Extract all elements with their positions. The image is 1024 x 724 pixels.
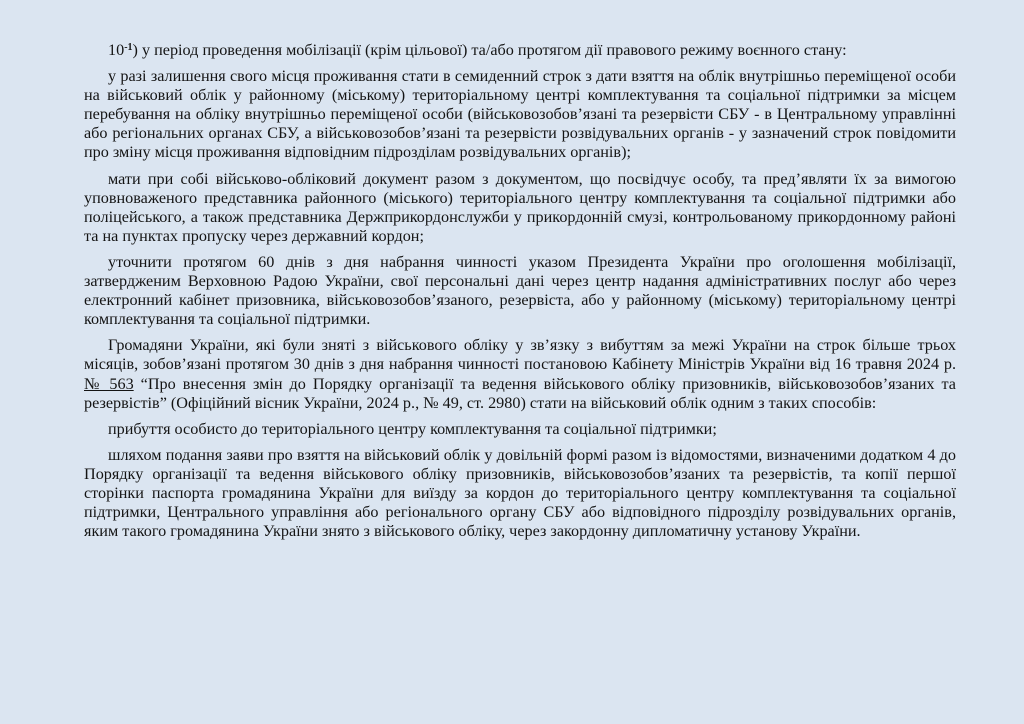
paragraph-citizens <box>84 336 956 412</box>
clause-number: 10 <box>108 41 125 59</box>
resolution-link[interactable]: № 563 <box>84 374 134 393</box>
paragraph-documents: мати при собі військово-обліковий документ разом з документом, що посвідчує особу, та пред’являти їх за вимогою уповноваженого представника районного (міського) територіального центру комплектування та соціальної підтримки або поліцейського, а також представника Держприкордонслужби у прикордонній смузі, контрольованому прикордонному районі та на пунктах пропуску через державний кордон; <box>84 169 956 245</box>
citizens-text-before: Громадяни України, які були зняті з військового обліку у зв’язку з вибуттям за межі України на строк більше трьох місяців, зобов’язані протягом 30 днів з дня набрання чинності постановою Кабінету Міністрів України від 16 травня 2024 р. <box>84 336 956 374</box>
method-application: шляхом подання заяви про взяття на військовий облік у довільній формі разом із відомостями, визначеними додатком 4 до Порядку організації та ведення військового обліку призовників, військовозобов’язаних та резервістів, та копії першої сторінки паспорта громадянина України для виїзду за кордон до територіального центру комплектування та соціальної підтримки, Центрального управління або регіонального органу СБУ або відповідного підрозділу розвідувальних органів, яким такого громадянина України знято з військового обліку, через закордонну дипломатичну установу України. <box>84 445 956 541</box>
paragraph-personal-data: уточнити протягом 60 днів з дня набрання чинності указом Президента України про оголошення мобілізації, затвердженим Верховною Радою України, свої персональні дані через центр надання адміністративних послуг або через електронний кабінет призовника, військовозобов’язаного, резервіста, або у районному (міському) територіальному центрі комплектування та соціальної підтримки. <box>84 252 956 329</box>
paragraph-relocation: у разі залишення свого місця проживання стати в семиденний строк з дати взяття на облік внутрішньо переміщеної особи на військовий облік у районному (міському) територіальному центрі комплектування та соціальної підтримки за місцем перебування на обліку внутрішньо переміщеної особи (військовозобов’язані та резервісти СБУ - в Центральному управлінні або регіональних органах СБУ, а військовозобов’язані та резервісти розвідувальних органів - у зазначений строк повідомити про зміну місця проживання відповідним підрозділам розвідувальних органів); <box>84 67 956 162</box>
citizens-text-after: “Про внесення змін до Порядку організації та ведення військового обліку призовників, військовозобов’язаних та резервістів” (Офіційний вісник України, 2024 р., № 49, ст. 2980) стати на військовий облік одним з таких способів: <box>84 374 956 412</box>
method-in-person: прибуття особисто до територіального центру комплектування та соціальної підтримки; <box>108 419 717 438</box>
clause-superscript: -1 <box>124 42 133 53</box>
clause-heading <box>84 41 956 60</box>
clause-text: у період проведення мобілізації (крім цільової) та/або протягом дії правового режиму воєнного стану: <box>137 41 847 59</box>
clause-paren: ) <box>132 41 138 59</box>
